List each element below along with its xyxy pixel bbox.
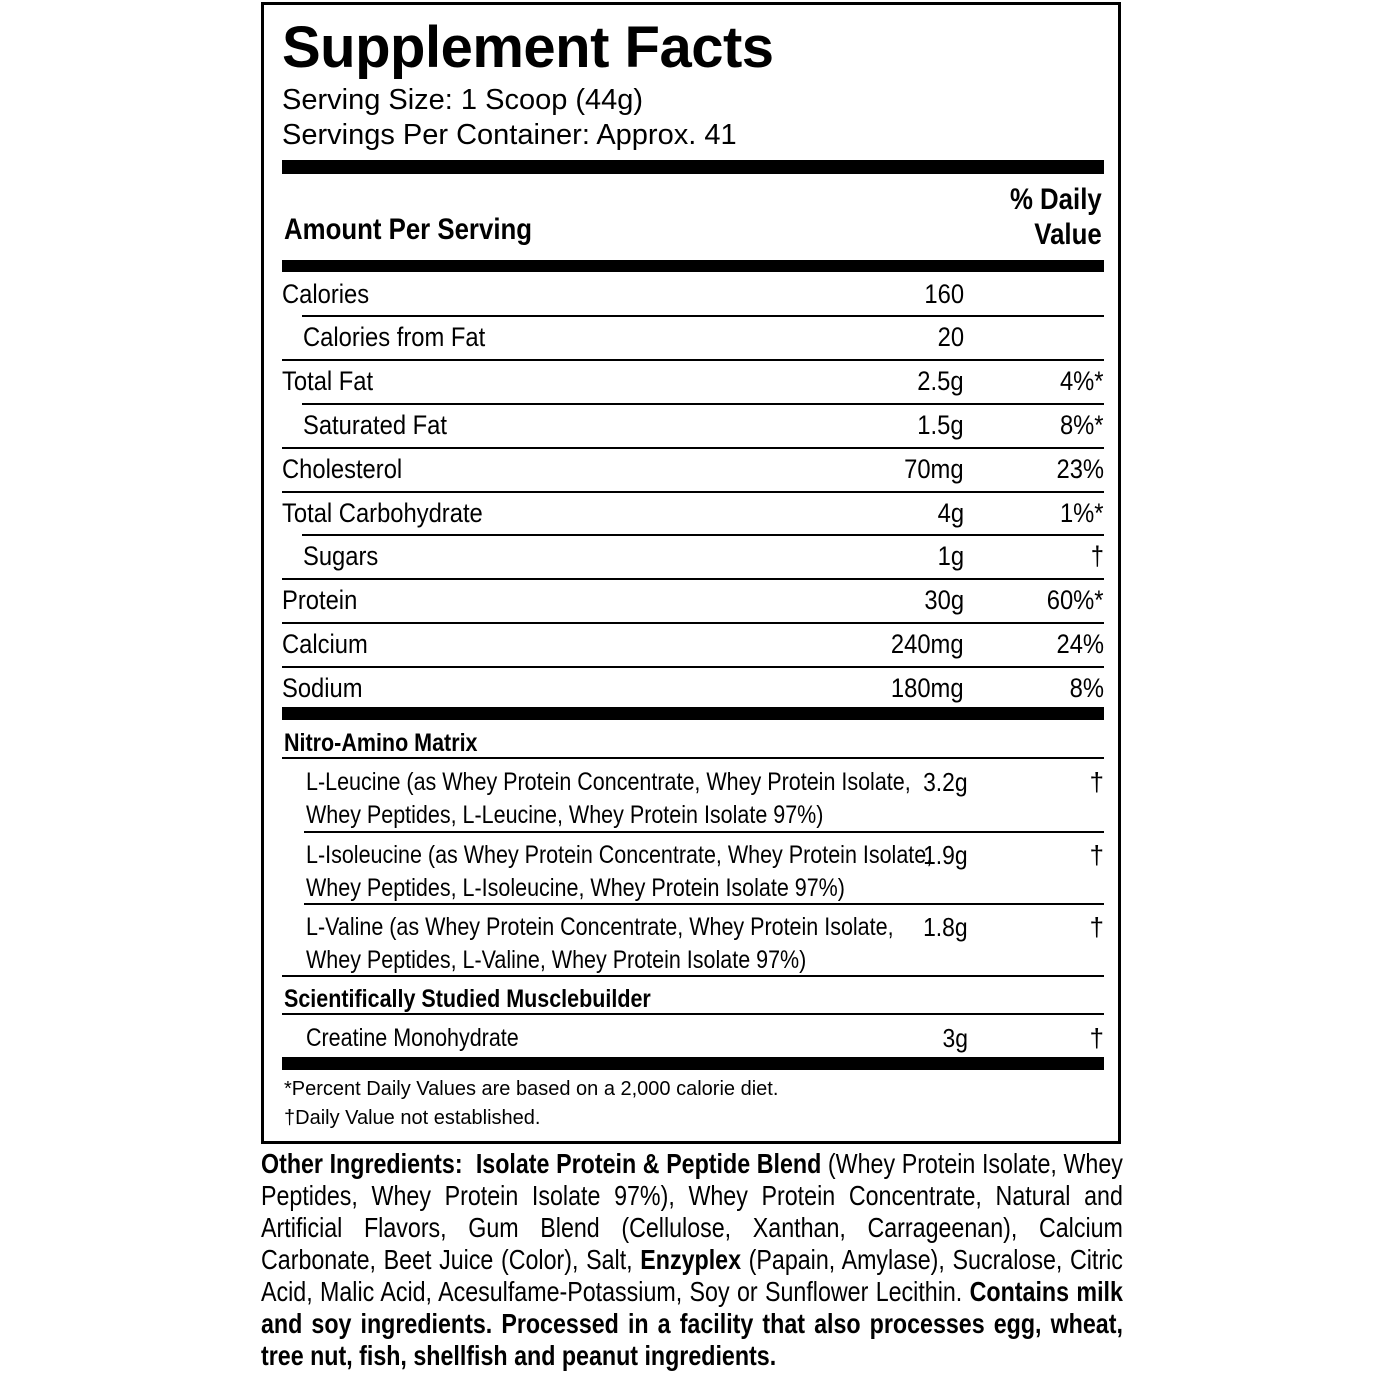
blend-item-amount: 1.8g <box>923 912 968 942</box>
nutrient-amount: 2.5g <box>917 366 964 396</box>
ingredients-text: (Whey Protein Isolate, Whey Peptides, Whey Protein Isolate 97%), Whey Protein Concentrate, Natural and Artificial Flavors, Gum Blend (Cellulose, Xanthan, Carrageenan), Calcium Carbonate, Beet Juice (Color), Salt, <box>261 1148 1123 1275</box>
nutrient-row <box>282 405 1104 449</box>
musclebuilder-title: Scientifically Studied Musclebuilder <box>284 985 651 1013</box>
footnote-percent-dv: *Percent Daily Values are based on a 2,000 calorie diet. <box>284 1078 779 1100</box>
panel-title: Supplement Facts <box>282 15 774 80</box>
blend-item <box>306 766 1104 832</box>
nutrient-row <box>282 274 1104 318</box>
nutrient-daily-value: 60%* <box>1047 585 1104 615</box>
servings-per-container: Servings Per Container: Approx. 41 <box>282 119 737 151</box>
blend-item <box>306 839 1104 905</box>
nutrient-daily-value: 1%* <box>1060 498 1104 528</box>
nutrient-amount: 160 <box>924 279 964 309</box>
other-ingredients-label: Other Ingredients: <box>261 1148 463 1179</box>
blend-item-line1: L-Valine (as Whey Protein Concentrate, Whey Protein Isolate, <box>306 913 894 941</box>
nutrient-row <box>282 493 1104 537</box>
nutrient-amount: 1.5g <box>917 410 964 440</box>
other-ingredients <box>261 1148 1123 1372</box>
nutrient-daily-value: 8% <box>1069 673 1104 703</box>
supplement-facts-panel <box>261 2 1121 1144</box>
nutrient-amount: 30g <box>924 585 964 615</box>
nutrient-amount: 180mg <box>891 673 964 703</box>
blend-item-description <box>306 839 932 905</box>
nutrient-row <box>282 449 1104 493</box>
nutrient-daily-value: 24% <box>1056 629 1104 659</box>
footnote-not-established: †Daily Value not established. <box>284 1107 541 1129</box>
nutrient-amount: 240mg <box>891 629 964 659</box>
daily-value-heading-line2: Value <box>1034 218 1102 251</box>
row-divider <box>282 975 1104 977</box>
dagger-icon: † <box>1089 840 1104 870</box>
dagger-icon: † <box>1089 1023 1104 1053</box>
allergen-statement: Contains milk and soy ingredients. Processed in a facility that also processes egg, wheat, tree nut, fish, shellfish and peanut ingredients. <box>261 1276 1123 1371</box>
blend-item-line1: L-Isoleucine (as Whey Protein Concentrate, Whey Protein Isolate, <box>306 841 933 869</box>
thick-divider <box>282 707 1104 720</box>
nutrient-daily-value: 8%* <box>1060 410 1104 440</box>
enzyme-name: Enzyplex <box>640 1244 741 1275</box>
nutrient-amount: 1g <box>937 541 964 571</box>
daily-value-heading-line1: % Daily <box>1010 183 1102 216</box>
nutrient-row <box>282 580 1104 624</box>
blend-item-description <box>306 911 894 977</box>
row-divider <box>304 831 1104 833</box>
thick-divider <box>282 1057 1104 1070</box>
amount-per-serving-heading: Amount Per Serving <box>284 213 533 246</box>
nutrient-name: Protein <box>282 585 358 615</box>
nutrient-name: Total Carbohydrate <box>282 498 483 528</box>
nutrient-row <box>282 536 1104 580</box>
blend-item-amount: 3.2g <box>923 767 968 797</box>
serving-size: Serving Size: 1 Scoop (44g) <box>282 84 644 116</box>
nutrient-name: Calories <box>282 279 370 309</box>
nutrient-row <box>282 317 1104 361</box>
blend-item-line2: Whey Peptides, L-Valine, Whey Protein Isolate 97%) <box>306 946 807 974</box>
nutrient-row <box>282 668 1104 712</box>
creatine-name: Creatine Monohydrate <box>306 1024 519 1052</box>
blend-item <box>306 911 1104 977</box>
thick-divider <box>282 160 1104 174</box>
nutrient-daily-value: † <box>1090 541 1104 571</box>
creatine-amount: 3g <box>942 1023 968 1053</box>
blend-item-description <box>306 766 911 832</box>
ingredients-text: (Papain, Amylase), Sucralose, Citric Acid, Malic Acid, Acesulfame-Potassium, Soy or Sunflower Lecithin. <box>261 1244 1123 1307</box>
nutrient-amount: 20 <box>937 322 964 352</box>
nutrient-amount: 70mg <box>904 454 964 484</box>
nutrient-name: Calcium <box>282 629 368 659</box>
row-divider <box>282 1013 1104 1015</box>
dagger-icon: † <box>1089 912 1104 942</box>
nutrient-name: Sodium <box>282 673 363 703</box>
dagger-icon: † <box>1089 767 1104 797</box>
blend-item-line2: Whey Peptides, L-Isoleucine, Whey Protein Isolate 97%) <box>306 874 845 902</box>
blend-item <box>306 1022 1104 1056</box>
blend-item-line2: Whey Peptides, L-Leucine, Whey Protein Isolate 97%) <box>306 801 824 829</box>
nutrient-name: Total Fat <box>282 366 374 396</box>
nutrient-name: Cholesterol <box>282 454 403 484</box>
nutrient-row <box>282 624 1104 668</box>
nutrient-name: Sugars <box>303 541 379 571</box>
nutrient-row <box>282 361 1104 405</box>
row-divider <box>304 903 1104 905</box>
thick-divider <box>282 260 1104 272</box>
nutrient-daily-value: 23% <box>1056 454 1104 484</box>
row-divider <box>282 757 1104 759</box>
nutrient-name: Calories from Fat <box>303 322 486 352</box>
nutrient-daily-value: 4%* <box>1060 366 1104 396</box>
blend-item-amount: 1.9g <box>923 840 968 870</box>
matrix-title: Nitro-Amino Matrix <box>284 729 478 757</box>
blend-name: Isolate Protein & Peptide Blend <box>475 1148 822 1179</box>
daily-value-heading <box>1010 182 1102 252</box>
nutrient-name: Saturated Fat <box>303 410 447 440</box>
blend-item-line1: L-Leucine (as Whey Protein Concentrate, Whey Protein Isolate, <box>306 768 911 796</box>
nutrient-amount: 4g <box>937 498 964 528</box>
